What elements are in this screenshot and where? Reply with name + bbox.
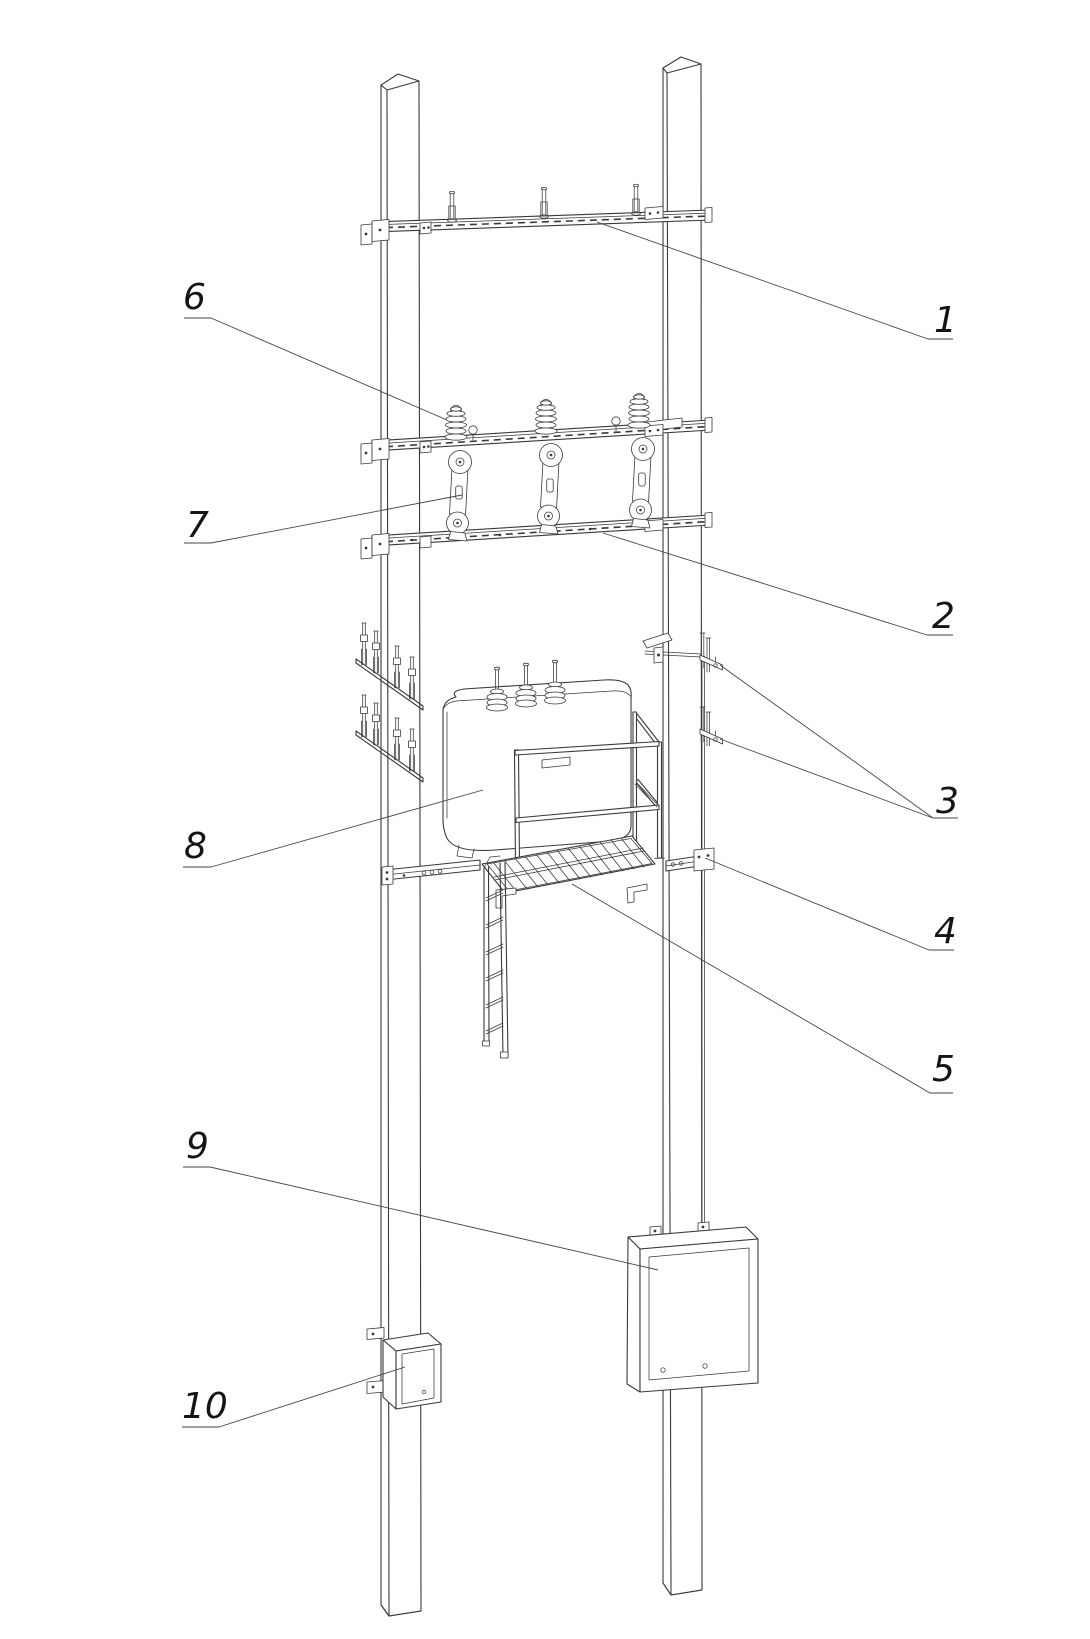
callout-leader-2 xyxy=(603,533,953,635)
surge-arrester-2 xyxy=(538,444,563,535)
pole-bracket-lower xyxy=(700,707,723,746)
callout-leader-8 xyxy=(183,790,483,867)
callout-label-5: 5 xyxy=(932,1049,955,1090)
pole-bracket-upper xyxy=(700,633,723,672)
callout-leader-5 xyxy=(572,884,953,1093)
callout-label-6: 6 xyxy=(183,277,206,318)
callout-label-7: 7 xyxy=(186,505,209,546)
callout-label-8: 8 xyxy=(184,826,207,867)
callout-leader-3 xyxy=(720,665,958,818)
callout-label-4: 4 xyxy=(934,911,957,952)
callout-label-1: 1 xyxy=(934,300,957,341)
crossarm-pin xyxy=(540,187,549,218)
pin-insulator-1 xyxy=(445,405,467,440)
transformer-tank xyxy=(443,660,631,858)
callout-label-10: 10 xyxy=(182,1386,228,1427)
crossarm-pin xyxy=(632,184,641,215)
surge-arrester-3 xyxy=(630,438,655,529)
pin-insulator-3 xyxy=(628,393,650,428)
junction-box xyxy=(367,1328,441,1410)
callout-leader-4 xyxy=(705,858,954,950)
crossarm-pin xyxy=(448,191,457,222)
pin-insulator-2 xyxy=(535,399,557,434)
control-cabinet xyxy=(627,1222,758,1392)
callout-label-3: 3 xyxy=(936,781,959,822)
bushing-3 xyxy=(545,660,566,704)
callout-label-9: 9 xyxy=(186,1126,209,1167)
callout-label-2: 2 xyxy=(932,596,955,637)
callout-leader-1 xyxy=(597,222,953,339)
